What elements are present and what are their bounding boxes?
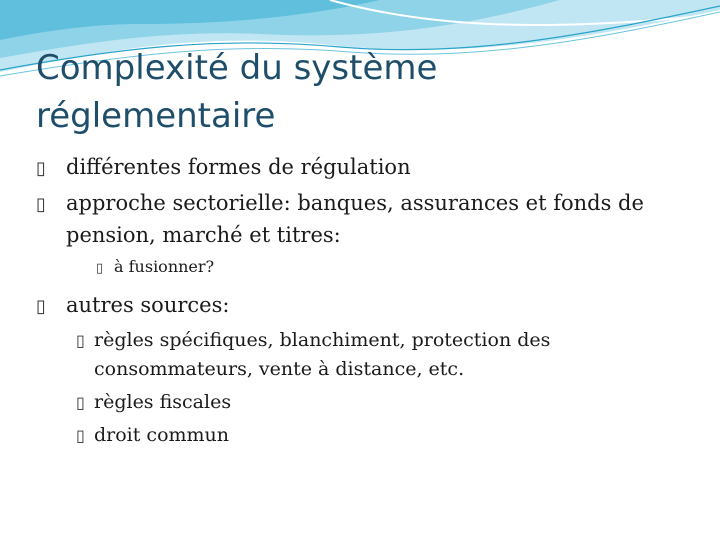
bullet-icon: ▯ [36,158,46,179]
list-item [76,326,686,384]
list-item-text: règles spécifiques, blanchiment, protection des consommateurs, vente à distance, etc. [94,329,551,380]
list-item [36,290,686,322]
bullet-icon: ▯ [76,426,85,445]
list-item [36,188,686,250]
list-item-text: droit commun [94,424,230,446]
list-item [76,421,686,450]
list-item-text: approche sectorielle: banques, assurances et fonds de pension, marché et titres: [66,191,644,247]
slide-title: Complexité du système réglementaire [36,48,438,136]
list-item [36,152,686,184]
list-item [76,388,686,417]
bullet-icon: ▯ [76,331,85,350]
bullet-icon: ▯ [36,296,46,317]
bullet-list [36,152,686,454]
bullet-icon: ▯ [36,194,46,215]
bullet-icon: ▯ [76,393,85,412]
bullet-icon: ▯ [96,261,104,276]
list-item-text: différentes formes de régulation [66,155,411,179]
list-item-text: règles fiscales [94,391,232,413]
list-item-text: à fusionner? [114,257,215,276]
list-item [96,254,686,282]
list-item-text: autres sources: [66,293,230,317]
